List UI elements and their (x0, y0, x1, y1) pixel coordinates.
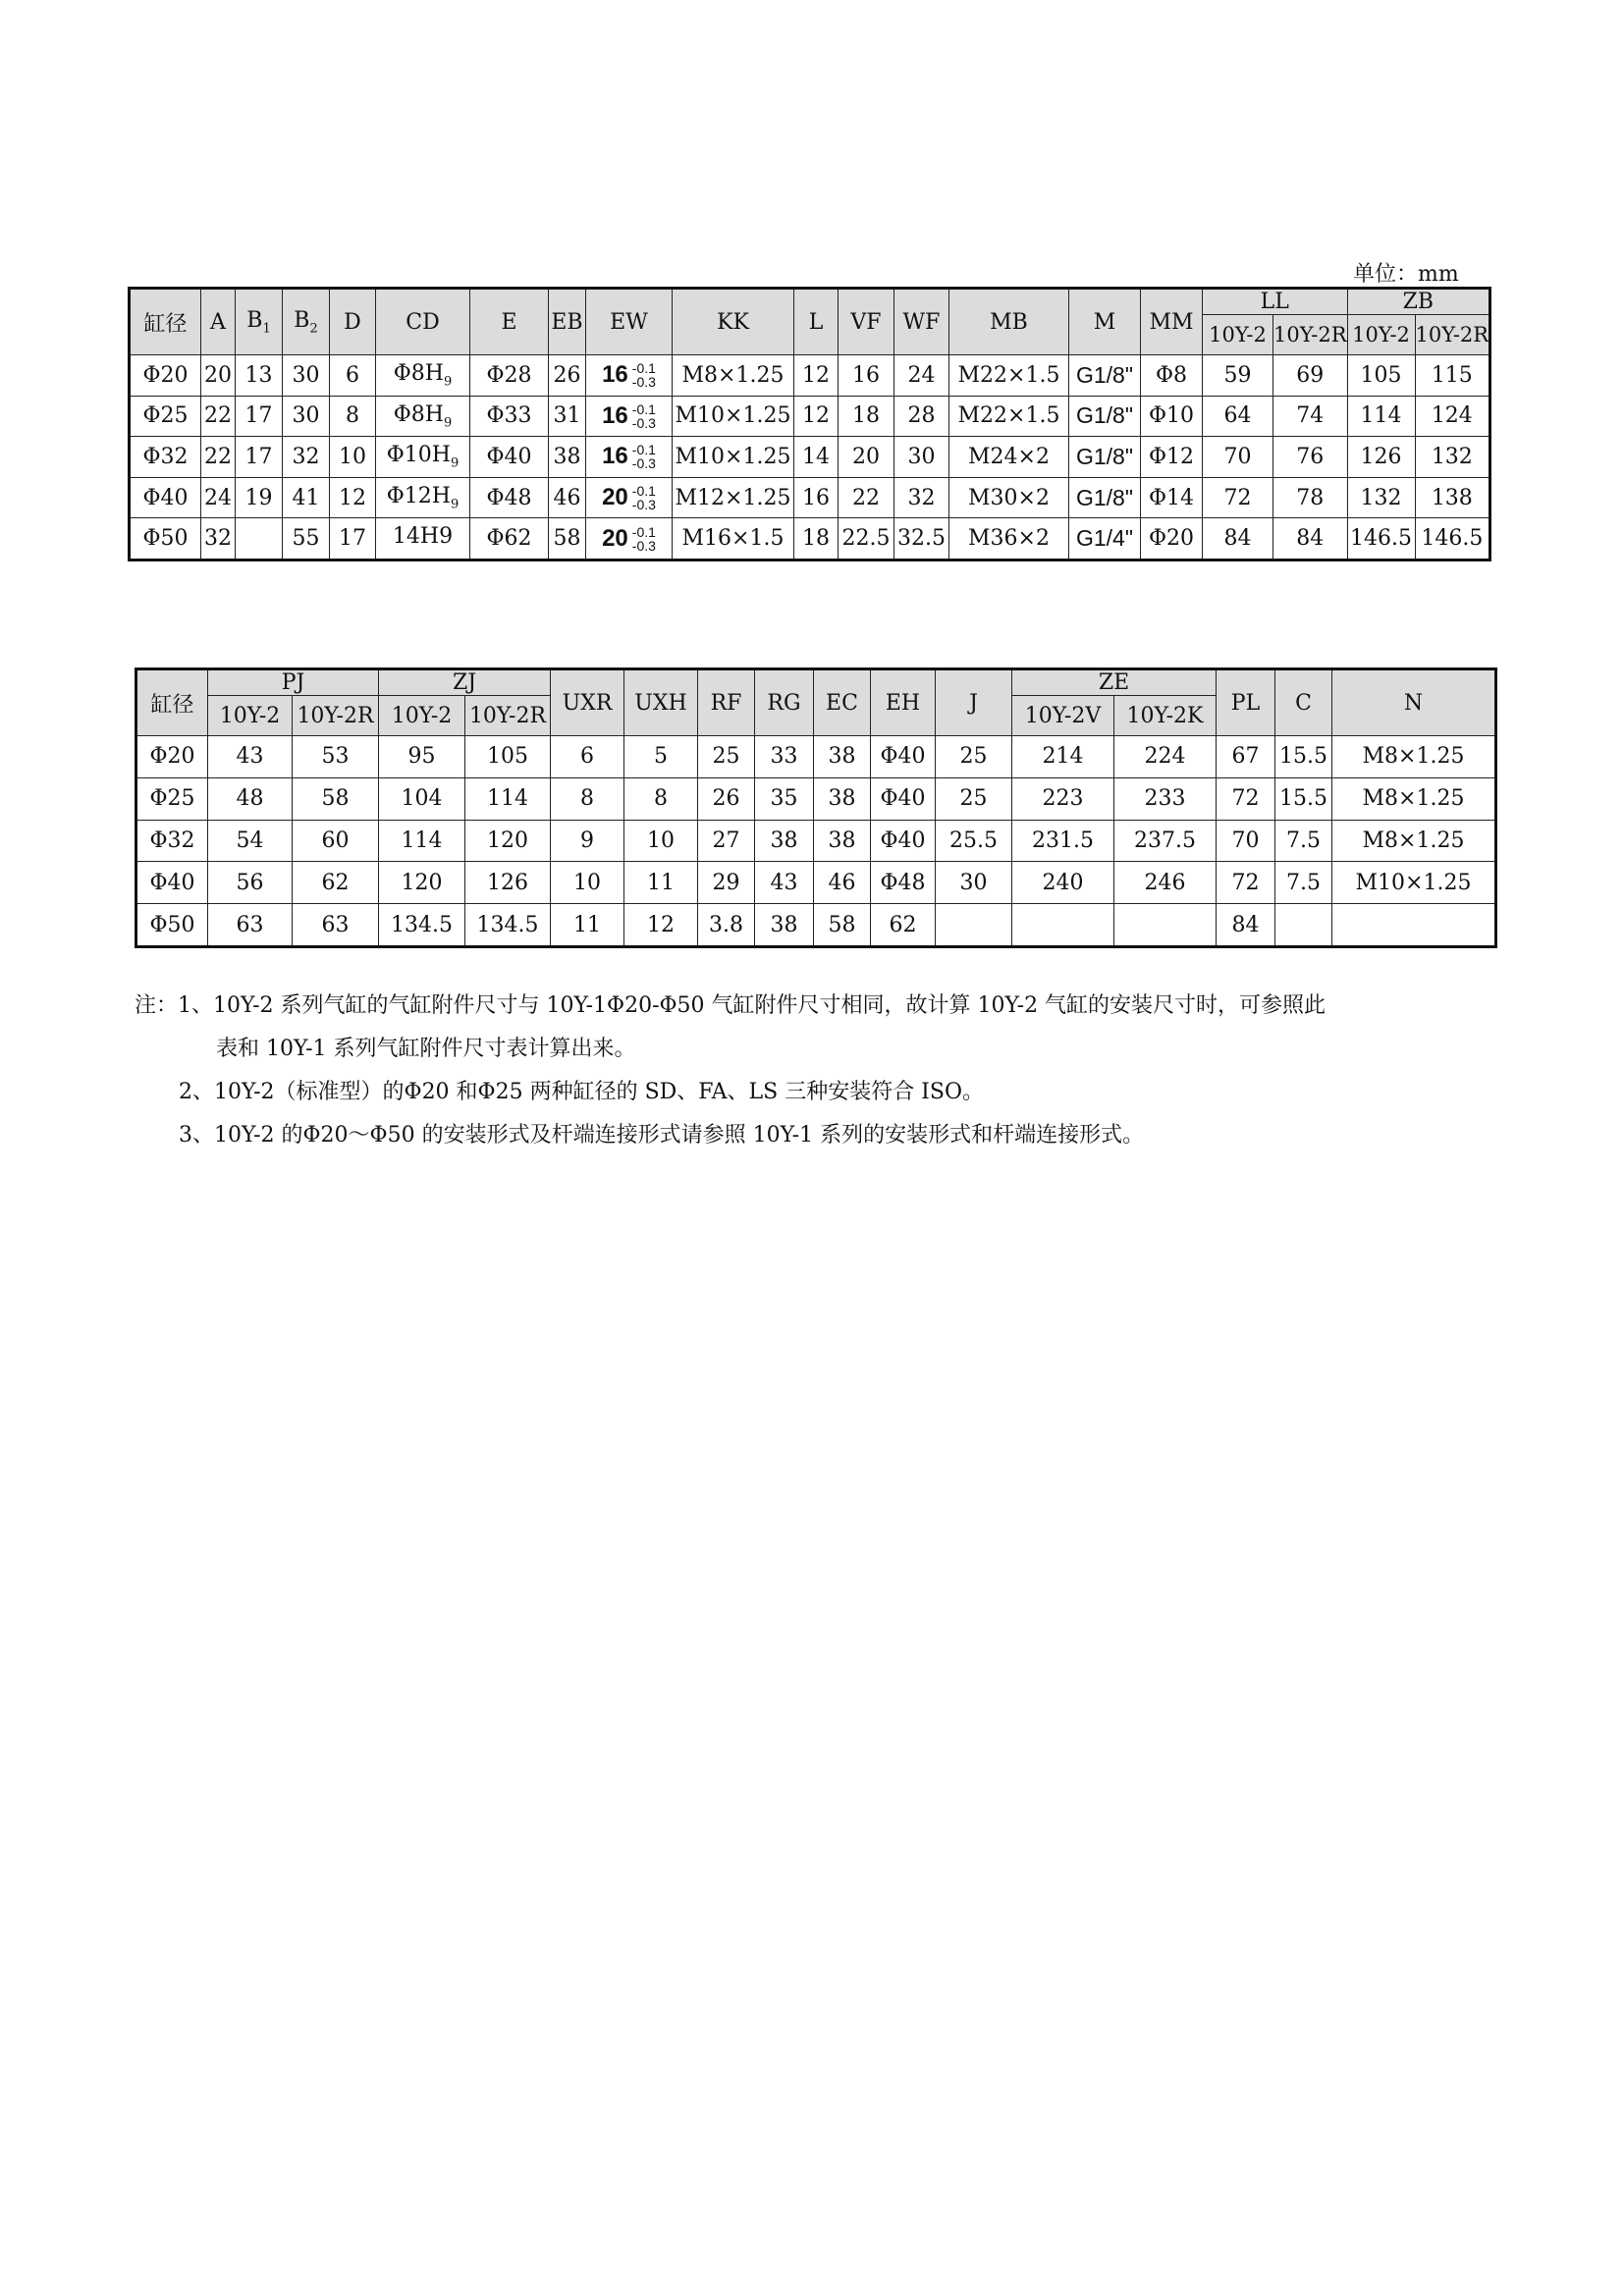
cell-M: G1/8" (1069, 355, 1141, 397)
cell-D: 8 (330, 396, 376, 437)
table-row (130, 518, 1490, 561)
cell-ZE2: 224 (1114, 736, 1217, 778)
header-EH: EH (871, 669, 936, 736)
cell-bore: Φ40 (136, 862, 208, 904)
cell-B2: 32 (283, 437, 330, 478)
cell-A: 22 (201, 437, 236, 478)
cell-ZB-10Y-2: 105 (1347, 355, 1415, 397)
cell-UXH: 8 (624, 777, 698, 820)
cell-C: 7.5 (1275, 820, 1332, 862)
cell-bore: Φ50 (130, 518, 201, 561)
cell-bore: Φ32 (136, 820, 208, 862)
header-N: N (1332, 669, 1496, 736)
cell-PL: 67 (1217, 736, 1275, 778)
header-M: M (1069, 289, 1141, 355)
cell-KK: M16×1.5 (673, 518, 794, 561)
cell-RF: 27 (698, 820, 755, 862)
cell-RF: 26 (698, 777, 755, 820)
cell-CD: $\Phi 10H_9$ (376, 437, 470, 478)
cell-UXR: 9 (551, 820, 624, 862)
header-ZE-10Y-2K: 10Y-2K (1114, 696, 1217, 736)
cell-RG: 38 (755, 904, 814, 947)
cell-PJ2: 63 (293, 904, 379, 947)
header-ZE: ZE (1012, 669, 1217, 696)
cell-E: Φ62 (470, 518, 549, 561)
cell-MB: M24×2 (949, 437, 1069, 478)
header-ZJ: ZJ (379, 669, 551, 696)
cell-L: 12 (794, 355, 839, 397)
cell-UXR: 10 (551, 862, 624, 904)
cell-LL-10Y-2: 64 (1203, 396, 1273, 437)
header-D: D (330, 289, 376, 355)
cell-ZE1: 240 (1012, 862, 1114, 904)
cell-LL-10Y-2R: 76 (1273, 437, 1348, 478)
cell-PJ2: 62 (293, 862, 379, 904)
cell-MM: Φ20 (1141, 518, 1203, 561)
header-EB: EB (549, 289, 586, 355)
header-LL: LL (1203, 289, 1348, 315)
cell-RF: 29 (698, 862, 755, 904)
note-1: 注：1、10Y-2 系列气缸的气缸附件尺寸与 10Y-1Φ20-Φ50 气缸附件尺寸相同，故计算 10Y-2 气缸的安装尺寸时，可参照此 (135, 993, 1326, 1018)
cell-ZJ2: 126 (465, 862, 551, 904)
header-RF: RF (698, 669, 755, 736)
cell-bore: Φ50 (136, 904, 208, 947)
cell-E: Φ33 (470, 396, 549, 437)
cell-UXH: 11 (624, 862, 698, 904)
header-RG: RG (755, 669, 814, 736)
cell-M: G1/4" (1069, 518, 1141, 561)
cell-bore: Φ25 (136, 777, 208, 820)
cell-M: G1/8" (1069, 437, 1141, 478)
cell-EH: 62 (871, 904, 936, 947)
cell-MM: Φ8 (1141, 355, 1203, 397)
cell-C: 15.5 (1275, 736, 1332, 778)
cell-ZE2: 246 (1114, 862, 1217, 904)
cell-ZE1 (1012, 904, 1114, 947)
cell-PL: 72 (1217, 777, 1275, 820)
cell-PJ1: 43 (208, 736, 293, 778)
header-KK: KK (673, 289, 794, 355)
header-bore: 缸径 (130, 289, 201, 355)
note-2: 2、10Y-2（标准型）的Φ20 和Φ25 两种缸径的 SD、FA、LS 三种安装符合 ISO。 (179, 1080, 984, 1104)
cell-UXR: 6 (551, 736, 624, 778)
cell-J: 25 (936, 777, 1012, 820)
header-ZB-10Y-2R: 10Y-2R (1415, 315, 1490, 355)
cell-PJ1: 56 (208, 862, 293, 904)
header-ZE-10Y-2V: 10Y-2V (1012, 696, 1114, 736)
header-PJ-10Y-2: 10Y-2 (208, 696, 293, 736)
cell-B2: 55 (283, 518, 330, 561)
header-J: J (936, 669, 1012, 736)
cell-CD: $\Phi 8H_9$ (376, 355, 470, 397)
cell-RG: 33 (755, 736, 814, 778)
cell-PL: 72 (1217, 862, 1275, 904)
cell-bore: Φ40 (130, 477, 201, 518)
cell-VF: 20 (839, 437, 894, 478)
cell-WF: 32 (894, 477, 949, 518)
header-LL-10Y-2R: 10Y-2R (1273, 315, 1348, 355)
cell-MM: Φ14 (1141, 477, 1203, 518)
cell-D: 6 (330, 355, 376, 397)
notes (135, 985, 1326, 1157)
cell-J: 25.5 (936, 820, 1012, 862)
cell-C: 15.5 (1275, 777, 1332, 820)
cell-EW: 16 -0.1 -0.3 (586, 437, 673, 478)
cell-bore: Φ25 (130, 396, 201, 437)
cell-LL-10Y-2R: 78 (1273, 477, 1348, 518)
table-row (136, 777, 1496, 820)
cell-bore: Φ20 (136, 736, 208, 778)
cell-KK: M8×1.25 (673, 355, 794, 397)
cell-MB: M22×1.5 (949, 396, 1069, 437)
cell-A: 24 (201, 477, 236, 518)
cell-UXH: 5 (624, 736, 698, 778)
cell-RF: 3.8 (698, 904, 755, 947)
cell-ZJ2: 120 (465, 820, 551, 862)
header-LL-10Y-2: 10Y-2 (1203, 315, 1273, 355)
note-3: 3、10Y-2 的Φ20～Φ50 的安装形式及杆端连接形式请参照 10Y-1 系列的安装形式和杆端连接形式。 (179, 1123, 1145, 1148)
header-VF: VF (839, 289, 894, 355)
header-UXH: UXH (624, 669, 698, 736)
cell-N: M8×1.25 (1332, 820, 1496, 862)
cell-KK: M10×1.25 (673, 396, 794, 437)
cell-B2: 30 (283, 355, 330, 397)
cell-RG: 38 (755, 820, 814, 862)
cell-ZE1: 223 (1012, 777, 1114, 820)
cell-N: M8×1.25 (1332, 736, 1496, 778)
cell-PJ2: 58 (293, 777, 379, 820)
cell-EB: 46 (549, 477, 586, 518)
cell-EW: 16 -0.1 -0.3 (586, 396, 673, 437)
unit-label: 单位：mm (1353, 262, 1459, 287)
cell-ZB-10Y-2R: 138 (1415, 477, 1490, 518)
cell-LL-10Y-2R: 69 (1273, 355, 1348, 397)
cell-ZJ1: 95 (379, 736, 465, 778)
cell-CD: $\Phi 8H_9$ (376, 396, 470, 437)
cell-D: 17 (330, 518, 376, 561)
cell-PJ1: 48 (208, 777, 293, 820)
header-ZB-10Y-2: 10Y-2 (1347, 315, 1415, 355)
cell-EW: 20 -0.1 -0.3 (586, 518, 673, 561)
header-EW: EW (586, 289, 673, 355)
cell-C (1275, 904, 1332, 947)
cell-LL-10Y-2: 70 (1203, 437, 1273, 478)
cell-UXH: 12 (624, 904, 698, 947)
note-1-continued: 表和 10Y-1 系列气缸附件尺寸表计算出来。 (216, 1037, 636, 1061)
header-B1: $B_1$ (236, 289, 283, 355)
cell-ZE2: 237.5 (1114, 820, 1217, 862)
table-row (130, 396, 1490, 437)
cell-WF: 24 (894, 355, 949, 397)
table-row (130, 355, 1490, 397)
cell-L: 16 (794, 477, 839, 518)
cell-UXR: 11 (551, 904, 624, 947)
dimension-table-1 (128, 287, 1491, 561)
cell-ZJ2: 105 (465, 736, 551, 778)
cell-ZB-10Y-2R: 132 (1415, 437, 1490, 478)
cell-PJ1: 54 (208, 820, 293, 862)
cell-D: 10 (330, 437, 376, 478)
header-E: E (470, 289, 549, 355)
cell-ZJ2: 134.5 (465, 904, 551, 947)
cell-J: 25 (936, 736, 1012, 778)
cell-PJ2: 53 (293, 736, 379, 778)
cell-LL-10Y-2R: 84 (1273, 518, 1348, 561)
cell-EW: 16 -0.1 -0.3 (586, 355, 673, 397)
cell-MM: Φ12 (1141, 437, 1203, 478)
table-row (130, 437, 1490, 478)
cell-EB: 26 (549, 355, 586, 397)
cell-L: 14 (794, 437, 839, 478)
table-row (136, 820, 1496, 862)
cell-RG: 43 (755, 862, 814, 904)
cell-E: Φ28 (470, 355, 549, 397)
table-row (136, 736, 1496, 778)
cell-A: 20 (201, 355, 236, 397)
cell-EW: 20 -0.1 -0.3 (586, 477, 673, 518)
cell-N (1332, 904, 1496, 947)
cell-EH: Φ40 (871, 736, 936, 778)
cell-ZB-10Y-2: 132 (1347, 477, 1415, 518)
cell-ZE1: 231.5 (1012, 820, 1114, 862)
header-UXR: UXR (551, 669, 624, 736)
table-row (130, 477, 1490, 518)
header-bore: 缸径 (136, 669, 208, 736)
cell-B1: 13 (236, 355, 283, 397)
cell-ZJ2: 114 (465, 777, 551, 820)
cell-ZJ1: 120 (379, 862, 465, 904)
header-PL: PL (1217, 669, 1275, 736)
cell-RG: 35 (755, 777, 814, 820)
cell-B1: 19 (236, 477, 283, 518)
cell-ZE2: 233 (1114, 777, 1217, 820)
cell-B1: 17 (236, 396, 283, 437)
cell-MB: M30×2 (949, 477, 1069, 518)
header-CD: CD (376, 289, 470, 355)
cell-ZE2 (1114, 904, 1217, 947)
cell-B1: 17 (236, 437, 283, 478)
cell-VF: 18 (839, 396, 894, 437)
cell-LL-10Y-2: 84 (1203, 518, 1273, 561)
cell-WF: 32.5 (894, 518, 949, 561)
cell-ZB-10Y-2: 126 (1347, 437, 1415, 478)
cell-EC: 38 (814, 736, 871, 778)
cell-J: 30 (936, 862, 1012, 904)
header-PJ: PJ (208, 669, 379, 696)
cell-EB: 58 (549, 518, 586, 561)
cell-EH: Φ40 (871, 820, 936, 862)
header-MM: MM (1141, 289, 1203, 355)
cell-MM: Φ10 (1141, 396, 1203, 437)
cell-EB: 31 (549, 396, 586, 437)
cell-A: 32 (201, 518, 236, 561)
cell-VF: 22.5 (839, 518, 894, 561)
cell-LL-10Y-2R: 74 (1273, 396, 1348, 437)
cell-M: G1/8" (1069, 477, 1141, 518)
cell-WF: 30 (894, 437, 949, 478)
cell-ZB-10Y-2: 146.5 (1347, 518, 1415, 561)
cell-LL-10Y-2: 59 (1203, 355, 1273, 397)
cell-EB: 38 (549, 437, 586, 478)
header-MB: MB (949, 289, 1069, 355)
cell-MB: M22×1.5 (949, 355, 1069, 397)
cell-KK: M12×1.25 (673, 477, 794, 518)
cell-L: 18 (794, 518, 839, 561)
cell-WF: 28 (894, 396, 949, 437)
cell-L: 12 (794, 396, 839, 437)
header-ZJ-10Y-2: 10Y-2 (379, 696, 465, 736)
cell-B2: 30 (283, 396, 330, 437)
cell-PL: 84 (1217, 904, 1275, 947)
cell-ZB-10Y-2R: 124 (1415, 396, 1490, 437)
cell-CD: 14H9 (376, 518, 470, 561)
cell-UXR: 8 (551, 777, 624, 820)
cell-ZE1: 214 (1012, 736, 1114, 778)
cell-ZB-10Y-2: 114 (1347, 396, 1415, 437)
cell-VF: 22 (839, 477, 894, 518)
header-ZJ-10Y-2R: 10Y-2R (465, 696, 551, 736)
dimension-table-2 (135, 667, 1497, 948)
cell-bore: Φ20 (130, 355, 201, 397)
table-row (136, 862, 1496, 904)
cell-M: G1/8" (1069, 396, 1141, 437)
cell-ZB-10Y-2R: 146.5 (1415, 518, 1490, 561)
cell-bore: Φ32 (130, 437, 201, 478)
header-ZB: ZB (1347, 289, 1490, 315)
table-row (136, 904, 1496, 947)
cell-ZJ1: 134.5 (379, 904, 465, 947)
cell-EC: 46 (814, 862, 871, 904)
cell-UXH: 10 (624, 820, 698, 862)
cell-N: M8×1.25 (1332, 777, 1496, 820)
cell-EH: Φ48 (871, 862, 936, 904)
header-WF: WF (894, 289, 949, 355)
cell-EH: Φ40 (871, 777, 936, 820)
header-C: C (1275, 669, 1332, 736)
cell-E: Φ48 (470, 477, 549, 518)
cell-J (936, 904, 1012, 947)
cell-KK: M10×1.25 (673, 437, 794, 478)
cell-B2: 41 (283, 477, 330, 518)
cell-RF: 25 (698, 736, 755, 778)
cell-PL: 70 (1217, 820, 1275, 862)
cell-B1 (236, 518, 283, 561)
cell-ZB-10Y-2R: 115 (1415, 355, 1490, 397)
cell-EC: 38 (814, 820, 871, 862)
cell-VF: 16 (839, 355, 894, 397)
cell-C: 7.5 (1275, 862, 1332, 904)
header-L: L (794, 289, 839, 355)
cell-MB: M36×2 (949, 518, 1069, 561)
cell-ZJ1: 104 (379, 777, 465, 820)
cell-E: Φ40 (470, 437, 549, 478)
header-B2: $B_2$ (283, 289, 330, 355)
cell-D: 12 (330, 477, 376, 518)
cell-N: M10×1.25 (1332, 862, 1496, 904)
cell-A: 22 (201, 396, 236, 437)
header-EC: EC (814, 669, 871, 736)
cell-PJ1: 63 (208, 904, 293, 947)
cell-PJ2: 60 (293, 820, 379, 862)
cell-LL-10Y-2: 72 (1203, 477, 1273, 518)
cell-ZJ1: 114 (379, 820, 465, 862)
cell-CD: $\Phi 12H_9$ (376, 477, 470, 518)
header-A: A (201, 289, 236, 355)
cell-EC: 58 (814, 904, 871, 947)
cell-EC: 38 (814, 777, 871, 820)
header-PJ-10Y-2R: 10Y-2R (293, 696, 379, 736)
